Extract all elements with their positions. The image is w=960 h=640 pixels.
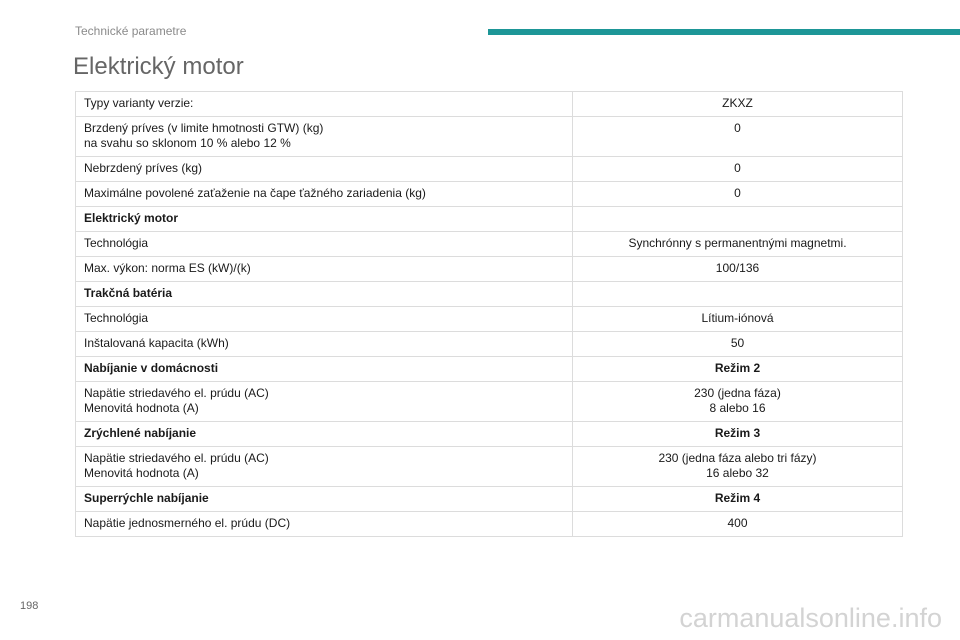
row-value-line <box>581 286 894 301</box>
row-label-line: Nebrzdený príves (kg) <box>84 161 203 175</box>
table-row <box>76 422 903 447</box>
row-value-line: Lítium-iónová <box>701 311 774 325</box>
row-label-line: na svahu so sklonom 10 % alebo 12 % <box>84 136 291 150</box>
row-value-line: Synchrónny s permanentnými magnetmi. <box>628 236 847 250</box>
row-value-line: 230 (jedna fáza) <box>694 386 781 400</box>
row-label-line: Menovitá hodnota (A) <box>84 401 199 415</box>
row-label <box>76 232 573 257</box>
section-label: Technické parametre <box>75 24 187 38</box>
row-label <box>76 382 573 422</box>
page-number: 198 <box>20 600 39 612</box>
table-row <box>76 257 903 282</box>
row-value-line: 50 <box>730 336 745 350</box>
row-value <box>573 332 903 357</box>
row-value-line: Režim 3 <box>714 426 761 440</box>
watermark: carmanualsonline.info <box>679 603 942 633</box>
row-value-line: 0 <box>734 161 741 175</box>
row-label-line: Typy varianty verzie: <box>84 96 194 110</box>
row-value-line: 16 alebo 32 <box>706 466 769 480</box>
row-value-line: ZKXZ <box>722 96 753 110</box>
row-label-line: Technológia <box>84 311 149 325</box>
table-row <box>76 282 903 307</box>
row-value-line: 0 <box>734 186 741 200</box>
table-row <box>76 232 903 257</box>
row-label-line: Inštalovaná kapacita (kWh) <box>84 336 229 350</box>
row-label <box>76 182 573 207</box>
table-row <box>76 92 903 117</box>
row-value <box>573 357 903 382</box>
table-row <box>76 182 903 207</box>
row-value-line: 100/136 <box>715 261 760 275</box>
row-value <box>573 182 903 207</box>
row-value <box>573 282 903 307</box>
row-value-line: 8 alebo 16 <box>709 401 766 415</box>
row-value <box>573 92 903 117</box>
row-label <box>76 332 573 357</box>
row-value <box>573 382 903 422</box>
towing-spec-table <box>75 91 903 207</box>
row-value <box>573 307 903 332</box>
row-label <box>76 282 573 307</box>
row-value-line <box>581 211 894 226</box>
table-row <box>76 207 903 232</box>
row-label-line: Nabíjanie v domácnosti <box>84 361 219 375</box>
table-row <box>76 447 903 487</box>
row-label-line: Superrýchle nabíjanie <box>84 491 209 505</box>
row-value <box>573 207 903 232</box>
electric-motor-spec-body <box>76 207 903 537</box>
electric-motor-spec-table <box>75 206 903 537</box>
row-value <box>573 117 903 157</box>
row-value <box>573 447 903 487</box>
table-row <box>76 357 903 382</box>
row-value <box>573 512 903 537</box>
row-value <box>573 422 903 447</box>
table-row <box>76 382 903 422</box>
row-label-line: Technológia <box>84 236 149 250</box>
row-value-line: 230 (jedna fáza alebo tri fázy) <box>658 451 817 465</box>
row-value-line: Režim 2 <box>714 361 761 375</box>
table-row <box>76 117 903 157</box>
row-label-line: Elektrický motor <box>84 211 179 225</box>
row-value <box>573 257 903 282</box>
row-label <box>76 447 573 487</box>
row-label <box>76 357 573 382</box>
row-label-line: Zrýchlené nabíjanie <box>84 426 197 440</box>
row-value <box>573 487 903 512</box>
row-label-line: Trakčná batéria <box>84 286 173 300</box>
row-label-line: Maximálne povolené zaťaženie na čape ťažného zariadenia (kg) <box>84 186 426 200</box>
row-label <box>76 92 573 117</box>
row-value-line: 400 <box>727 516 748 530</box>
page-title: Elektrický motor <box>73 53 244 80</box>
table-row <box>76 332 903 357</box>
row-label-line: Napätie striedavého el. prúdu (AC) <box>84 386 269 400</box>
row-label <box>76 207 573 232</box>
table-row <box>76 512 903 537</box>
row-label <box>76 307 573 332</box>
table-row <box>76 307 903 332</box>
table-row <box>76 157 903 182</box>
towing-spec-body <box>76 92 903 207</box>
row-label-line: Napätie jednosmerného el. prúdu (DC) <box>84 516 291 530</box>
row-label <box>76 422 573 447</box>
row-value-line: 0 <box>734 121 741 135</box>
row-value-line: Režim 4 <box>714 491 761 505</box>
row-value <box>573 157 903 182</box>
row-label-line: Max. výkon: norma ES (kW)/(k) <box>84 261 251 275</box>
row-label-line: Menovitá hodnota (A) <box>84 466 199 480</box>
row-label <box>76 257 573 282</box>
row-value <box>573 232 903 257</box>
row-label <box>76 117 573 157</box>
accent-bar <box>488 29 960 35</box>
row-label-line: Brzdený príves (v limite hmotnosti GTW) (kg) <box>84 121 324 135</box>
row-label <box>76 487 573 512</box>
table-row <box>76 487 903 512</box>
row-label <box>76 157 573 182</box>
row-label <box>76 512 573 537</box>
row-label-line: Napätie striedavého el. prúdu (AC) <box>84 451 269 465</box>
